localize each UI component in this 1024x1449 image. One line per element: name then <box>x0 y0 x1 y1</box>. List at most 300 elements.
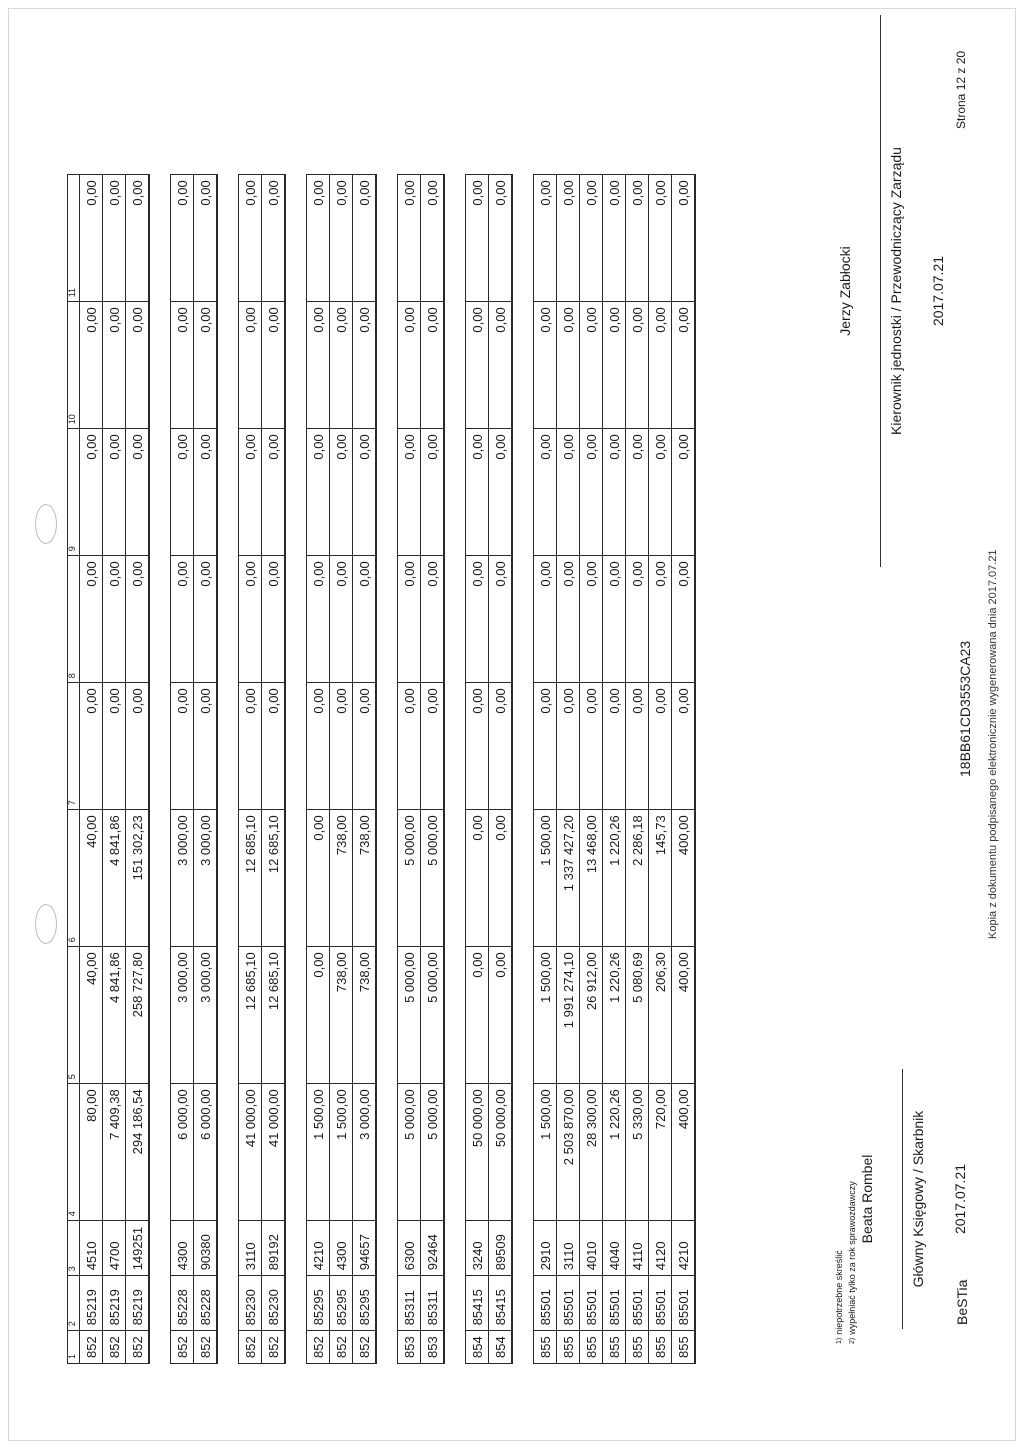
amount-cell: 0,00 <box>330 683 353 810</box>
footnote-2-text: wypełniać tylko za rok sprawozdawczy <box>847 1181 857 1335</box>
table-row <box>672 175 696 1364</box>
amount-cell: 5 000,00 <box>421 947 445 1084</box>
table-row <box>330 175 353 1364</box>
table-row <box>103 175 126 1364</box>
amount-cell: 0,00 <box>489 683 513 810</box>
amount-cell: 0,00 <box>398 302 421 429</box>
classification-code-cell: 855 <box>672 1331 696 1364</box>
amount-cell: 0,00 <box>103 175 126 302</box>
classification-code-cell: 852 <box>239 1331 262 1364</box>
amount-cell: 0,00 <box>672 556 696 683</box>
amount-cell: 0,00 <box>103 302 126 429</box>
amount-cell: 0,00 <box>421 556 445 683</box>
software-name: BeSTia <box>954 1279 970 1325</box>
amount-cell: 5 080,69 <box>626 947 649 1084</box>
amount-cell: 5 000,00 <box>398 947 421 1084</box>
amount-cell: 0,00 <box>603 429 626 556</box>
column-number: 1 <box>68 1331 80 1364</box>
classification-code-cell: 85219 <box>126 1276 150 1331</box>
amount-cell: 12 685,10 <box>239 810 262 947</box>
amount-cell: 720,00 <box>649 1084 672 1221</box>
amount-cell: 0,00 <box>103 556 126 683</box>
classification-code-cell: 3110 <box>557 1221 580 1276</box>
amount-cell: 0,00 <box>307 810 330 947</box>
signature-line <box>902 1069 903 1329</box>
table-row <box>353 175 377 1364</box>
amount-cell: 738,00 <box>330 810 353 947</box>
classification-code-cell: 855 <box>580 1331 603 1364</box>
classification-code-cell: 85228 <box>194 1276 218 1331</box>
punch-hole-mark <box>35 504 57 544</box>
table-row <box>534 175 557 1364</box>
amount-cell: 0,00 <box>534 429 557 556</box>
column-number: 3 <box>68 1221 80 1276</box>
amount-cell: 0,00 <box>307 175 330 302</box>
column-number: 10 <box>68 302 80 429</box>
classification-code-cell: 852 <box>307 1331 330 1364</box>
separator-cell <box>376 175 398 1364</box>
footnotes <box>833 1181 859 1344</box>
head-of-unit-signature <box>838 15 945 567</box>
amount-cell: 3 000,00 <box>171 947 194 1084</box>
amount-cell: 738,00 <box>353 947 377 1084</box>
classification-code-cell: 85415 <box>466 1276 489 1331</box>
amount-cell: 0,00 <box>534 302 557 429</box>
classification-code-cell: 85501 <box>649 1276 672 1331</box>
amount-cell: 0,00 <box>626 683 649 810</box>
classification-code-cell: 85501 <box>534 1276 557 1331</box>
amount-cell: 0,00 <box>534 556 557 683</box>
amount-cell: 0,00 <box>672 683 696 810</box>
table-row <box>626 175 649 1364</box>
amount-cell: 0,00 <box>80 683 103 810</box>
amount-cell: 0,00 <box>580 302 603 429</box>
classification-code-cell: 852 <box>330 1331 353 1364</box>
classification-code-cell: 92464 <box>421 1221 445 1276</box>
column-number: 7 <box>68 683 80 810</box>
amount-cell: 0,00 <box>126 556 150 683</box>
amount-cell: 40,00 <box>80 810 103 947</box>
group-separator <box>217 175 239 1364</box>
amount-cell: 0,00 <box>194 683 218 810</box>
classification-code-cell: 85415 <box>489 1276 513 1331</box>
amount-cell: 40,00 <box>80 947 103 1084</box>
classification-code-cell: 4210 <box>672 1221 696 1276</box>
amount-cell: 41 000,00 <box>239 1084 262 1221</box>
amount-cell: 0,00 <box>239 175 262 302</box>
amount-cell: 0,00 <box>489 429 513 556</box>
amount-cell: 41 000,00 <box>262 1084 286 1221</box>
amount-cell: 151 302,23 <box>126 810 150 947</box>
amount-cell: 0,00 <box>489 556 513 683</box>
amount-cell: 0,00 <box>194 175 218 302</box>
amount-cell: 206,30 <box>649 947 672 1084</box>
amount-cell: 0,00 <box>466 429 489 556</box>
amount-cell: 0,00 <box>580 429 603 556</box>
classification-code-cell: 85295 <box>353 1276 377 1331</box>
amount-cell: 0,00 <box>262 175 286 302</box>
classification-code-cell: 852 <box>262 1331 286 1364</box>
classification-code-cell: 85501 <box>580 1276 603 1331</box>
table-row <box>171 175 194 1364</box>
amount-cell: 2 286,18 <box>626 810 649 947</box>
amount-cell: 5 000,00 <box>421 810 445 947</box>
classification-code-cell: 85311 <box>398 1276 421 1331</box>
footnote-1 <box>833 1181 846 1344</box>
amount-cell: 0,00 <box>672 175 696 302</box>
amount-cell: 0,00 <box>466 683 489 810</box>
amount-cell: 0,00 <box>466 175 489 302</box>
amount-cell: 80,00 <box>80 1084 103 1221</box>
budget-report-table <box>67 174 696 1364</box>
classification-code-cell: 855 <box>534 1331 557 1364</box>
amount-cell: 0,00 <box>557 175 580 302</box>
classification-code-cell: 85228 <box>171 1276 194 1331</box>
classification-code-cell: 852 <box>353 1331 377 1364</box>
group-separator <box>285 175 307 1364</box>
amount-cell: 0,00 <box>489 175 513 302</box>
footnote-2-mark: 2) <box>849 1337 856 1344</box>
table-row <box>649 175 672 1364</box>
head-of-unit-date: 2017.07.21 <box>930 255 946 327</box>
amount-cell: 5 000,00 <box>398 1084 421 1221</box>
amount-cell: 12 685,10 <box>262 810 286 947</box>
signature-line <box>880 15 881 567</box>
amount-cell: 0,00 <box>353 683 377 810</box>
column-number-row <box>68 175 80 1364</box>
table-row <box>126 175 150 1364</box>
classification-code-cell: 854 <box>466 1331 489 1364</box>
amount-cell: 0,00 <box>126 429 150 556</box>
column-number: 5 <box>68 947 80 1084</box>
classification-code-cell: 3240 <box>466 1221 489 1276</box>
amount-cell: 0,00 <box>353 302 377 429</box>
classification-code-cell: 853 <box>421 1331 445 1364</box>
classification-code-cell: 85295 <box>330 1276 353 1331</box>
classification-code-cell: 85219 <box>80 1276 103 1331</box>
amount-cell: 0,00 <box>330 302 353 429</box>
classification-code-cell: 4110 <box>626 1221 649 1276</box>
amount-cell: 0,00 <box>626 302 649 429</box>
amount-cell: 28 300,00 <box>580 1084 603 1221</box>
amount-cell: 0,00 <box>126 683 150 810</box>
amount-cell: 0,00 <box>489 947 513 1084</box>
amount-cell: 13 468,00 <box>580 810 603 947</box>
classification-code-cell: 2910 <box>534 1221 557 1276</box>
amount-cell: 0,00 <box>307 302 330 429</box>
amount-cell: 3 000,00 <box>171 810 194 947</box>
column-number: 11 <box>68 175 80 302</box>
amount-cell: 0,00 <box>171 556 194 683</box>
chief-accountant-date: 2017.07.21 <box>952 1163 968 1235</box>
amount-cell: 0,00 <box>353 556 377 683</box>
amount-cell: 0,00 <box>466 556 489 683</box>
amount-cell: 0,00 <box>239 556 262 683</box>
amount-cell: 0,00 <box>307 556 330 683</box>
amount-cell: 12 685,10 <box>262 947 286 1084</box>
group-separator <box>512 175 534 1364</box>
amount-cell: 0,00 <box>398 429 421 556</box>
amount-cell: 0,00 <box>103 683 126 810</box>
footnote-2 <box>846 1181 859 1344</box>
amount-cell: 0,00 <box>672 302 696 429</box>
amount-cell: 1 500,00 <box>534 1084 557 1221</box>
classification-code-cell: 855 <box>603 1331 626 1364</box>
amount-cell: 0,00 <box>262 556 286 683</box>
amount-cell: 0,00 <box>398 683 421 810</box>
amount-cell: 400,00 <box>672 1084 696 1221</box>
amount-cell: 0,00 <box>307 429 330 556</box>
amount-cell: 0,00 <box>421 429 445 556</box>
classification-code-cell: 4300 <box>171 1221 194 1276</box>
classification-code-cell: 85311 <box>421 1276 445 1331</box>
amount-cell: 0,00 <box>534 683 557 810</box>
column-number: 8 <box>68 556 80 683</box>
amount-cell: 4 841,86 <box>103 810 126 947</box>
separator-cell <box>217 175 239 1364</box>
chief-accountant-signature <box>860 1069 967 1329</box>
amount-cell: 0,00 <box>649 556 672 683</box>
group-separator <box>149 175 171 1364</box>
classification-code-cell: 852 <box>103 1331 126 1364</box>
amount-cell: 0,00 <box>557 556 580 683</box>
amount-cell: 145,73 <box>649 810 672 947</box>
classification-code-cell: 149251 <box>126 1221 150 1276</box>
classification-code-cell: 4510 <box>80 1221 103 1276</box>
amount-cell: 0,00 <box>262 429 286 556</box>
separator-cell <box>444 175 466 1364</box>
separator-cell <box>512 175 534 1364</box>
amount-cell: 0,00 <box>421 175 445 302</box>
classification-code-cell: 852 <box>80 1331 103 1364</box>
amount-cell: 0,00 <box>353 429 377 556</box>
chief-accountant-name: Beata Rombel <box>859 1154 875 1244</box>
amount-cell: 0,00 <box>649 683 672 810</box>
amount-cell: 0,00 <box>489 810 513 947</box>
amount-cell: 0,00 <box>239 302 262 429</box>
amount-cell: 0,00 <box>557 302 580 429</box>
amount-cell: 0,00 <box>466 947 489 1084</box>
page-number: Strona 12 z 20 <box>954 50 968 129</box>
amount-cell: 5 000,00 <box>421 1084 445 1221</box>
classification-code-cell: 89509 <box>489 1221 513 1276</box>
classification-code-cell: 94657 <box>353 1221 377 1276</box>
amount-cell: 0,00 <box>307 947 330 1084</box>
classification-code-cell: 89192 <box>262 1221 286 1276</box>
amount-cell: 0,00 <box>239 683 262 810</box>
table-row <box>307 175 330 1364</box>
classification-code-cell: 855 <box>626 1331 649 1364</box>
amount-cell: 0,00 <box>262 683 286 810</box>
amount-cell: 1 500,00 <box>307 1084 330 1221</box>
punch-hole-mark <box>35 904 57 944</box>
amount-cell: 1 500,00 <box>330 1084 353 1221</box>
classification-code-cell: 4120 <box>649 1221 672 1276</box>
amount-cell: 0,00 <box>649 302 672 429</box>
amount-cell: 1 337 427,20 <box>557 810 580 947</box>
footnote-1-mark: 1) <box>836 1337 843 1344</box>
amount-cell: 50 000,00 <box>466 1084 489 1221</box>
table-row <box>421 175 445 1364</box>
amount-cell: 0,00 <box>626 429 649 556</box>
amount-cell: 0,00 <box>80 429 103 556</box>
amount-cell: 3 000,00 <box>194 947 218 1084</box>
table-row <box>603 175 626 1364</box>
separator-cell <box>285 175 307 1364</box>
amount-cell: 1 220,26 <box>603 810 626 947</box>
amount-cell: 0,00 <box>603 302 626 429</box>
amount-cell: 0,00 <box>239 429 262 556</box>
column-number: 4 <box>68 1084 80 1221</box>
document-id: 18BB61CD3553CA23 <box>957 640 973 777</box>
amount-cell: 5 330,00 <box>626 1084 649 1221</box>
amount-cell: 26 912,00 <box>580 947 603 1084</box>
amount-cell: 0,00 <box>557 683 580 810</box>
amount-cell: 0,00 <box>171 175 194 302</box>
amount-cell: 0,00 <box>103 429 126 556</box>
amount-cell: 0,00 <box>330 429 353 556</box>
amount-cell: 0,00 <box>194 302 218 429</box>
amount-cell: 0,00 <box>398 175 421 302</box>
amount-cell: 3 000,00 <box>353 1084 377 1221</box>
amount-cell: 0,00 <box>421 302 445 429</box>
amount-cell: 0,00 <box>466 810 489 947</box>
classification-code-cell: 85219 <box>103 1276 126 1331</box>
classification-code-cell: 852 <box>194 1331 218 1364</box>
amount-cell: 2 503 870,00 <box>557 1084 580 1221</box>
amount-cell: 6 000,00 <box>194 1084 218 1221</box>
head-of-unit-role: Kierownik jednostki / Przewodniczący Zarządu <box>888 147 904 435</box>
column-number: 6 <box>68 810 80 947</box>
amount-cell: 0,00 <box>580 683 603 810</box>
amount-cell: 400,00 <box>672 810 696 947</box>
classification-code-cell: 854 <box>489 1331 513 1364</box>
amount-cell: 0,00 <box>626 175 649 302</box>
amount-cell: 0,00 <box>171 683 194 810</box>
classification-code-cell: 85230 <box>262 1276 286 1331</box>
head-of-unit-name: Jerzy Zabłocki <box>837 246 853 336</box>
column-number: 9 <box>68 429 80 556</box>
classification-code-cell: 4010 <box>580 1221 603 1276</box>
amount-cell: 738,00 <box>330 947 353 1084</box>
amount-cell: 1 220,26 <box>603 1084 626 1221</box>
amount-cell: 0,00 <box>126 302 150 429</box>
table-row <box>398 175 421 1364</box>
classification-code-cell: 4300 <box>330 1221 353 1276</box>
amount-cell: 4 841,86 <box>103 947 126 1084</box>
classification-code-cell: 852 <box>171 1331 194 1364</box>
amount-cell: 1 220,26 <box>603 947 626 1084</box>
amount-cell: 738,00 <box>353 810 377 947</box>
amount-cell: 0,00 <box>557 429 580 556</box>
column-number: 2 <box>68 1276 80 1331</box>
classification-code-cell: 6300 <box>398 1221 421 1276</box>
amount-cell: 258 727,80 <box>126 947 150 1084</box>
classification-code-cell: 4210 <box>307 1221 330 1276</box>
classification-code-cell: 855 <box>649 1331 672 1364</box>
classification-code-cell: 4700 <box>103 1221 126 1276</box>
amount-cell: 7 409,38 <box>103 1084 126 1221</box>
table-row <box>239 175 262 1364</box>
amount-cell: 0,00 <box>80 302 103 429</box>
table-row <box>557 175 580 1364</box>
chief-accountant-role: Główny Księgowy / Skarbnik <box>910 1110 926 1288</box>
amount-cell: 0,00 <box>534 175 557 302</box>
separator-cell <box>149 175 171 1364</box>
table-row <box>194 175 218 1364</box>
amount-cell: 0,00 <box>626 556 649 683</box>
amount-cell: 400,00 <box>672 947 696 1084</box>
amount-cell: 0,00 <box>580 175 603 302</box>
electronic-copy-note: Kopia z dokumentu podpisanego elektronicznie wygenerowana dnia 2017.07.21 <box>987 549 999 939</box>
amount-cell: 0,00 <box>80 175 103 302</box>
group-separator <box>444 175 466 1364</box>
table-row <box>466 175 489 1364</box>
amount-cell: 0,00 <box>330 175 353 302</box>
classification-code-cell: 85501 <box>557 1276 580 1331</box>
table-row <box>580 175 603 1364</box>
amount-cell: 0,00 <box>171 302 194 429</box>
classification-code-cell: 4040 <box>603 1221 626 1276</box>
amount-cell: 0,00 <box>171 429 194 556</box>
amount-cell: 0,00 <box>330 556 353 683</box>
amount-cell: 0,00 <box>194 429 218 556</box>
amount-cell: 0,00 <box>649 175 672 302</box>
amount-cell: 1 500,00 <box>534 810 557 947</box>
footnote-1-text: niepotrzebne skreślić <box>834 1250 844 1335</box>
amount-cell: 0,00 <box>262 302 286 429</box>
classification-code-cell: 85501 <box>603 1276 626 1331</box>
amount-cell: 0,00 <box>603 556 626 683</box>
amount-cell: 0,00 <box>580 556 603 683</box>
amount-cell: 3 000,00 <box>194 810 218 947</box>
group-separator <box>376 175 398 1364</box>
amount-cell: 12 685,10 <box>239 947 262 1084</box>
classification-code-cell: 85501 <box>672 1276 696 1331</box>
amount-cell: 0,00 <box>80 556 103 683</box>
classification-code-cell: 3110 <box>239 1221 262 1276</box>
amount-cell: 0,00 <box>353 175 377 302</box>
amount-cell: 6 000,00 <box>171 1084 194 1221</box>
classification-code-cell: 853 <box>398 1331 421 1364</box>
amount-cell: 50 000,00 <box>489 1084 513 1221</box>
amount-cell: 5 000,00 <box>398 810 421 947</box>
table-row <box>80 175 103 1364</box>
amount-cell: 0,00 <box>126 175 150 302</box>
amount-cell: 0,00 <box>603 683 626 810</box>
classification-code-cell: 90380 <box>194 1221 218 1276</box>
amount-cell: 294 186,54 <box>126 1084 150 1221</box>
classification-code-cell: 85501 <box>626 1276 649 1331</box>
amount-cell: 0,00 <box>672 429 696 556</box>
classification-code-cell: 85230 <box>239 1276 262 1331</box>
amount-cell: 0,00 <box>649 429 672 556</box>
table-row <box>262 175 286 1364</box>
amount-cell: 0,00 <box>398 556 421 683</box>
amount-cell: 0,00 <box>603 175 626 302</box>
amount-cell: 0,00 <box>489 302 513 429</box>
classification-code-cell: 855 <box>557 1331 580 1364</box>
amount-cell: 1 500,00 <box>534 947 557 1084</box>
amount-cell: 0,00 <box>307 683 330 810</box>
amount-cell: 1 991 274,10 <box>557 947 580 1084</box>
classification-code-cell: 852 <box>126 1331 150 1364</box>
table-row <box>489 175 513 1364</box>
classification-code-cell: 85295 <box>307 1276 330 1331</box>
amount-cell: 0,00 <box>421 683 445 810</box>
amount-cell: 0,00 <box>466 302 489 429</box>
amount-cell: 0,00 <box>194 556 218 683</box>
